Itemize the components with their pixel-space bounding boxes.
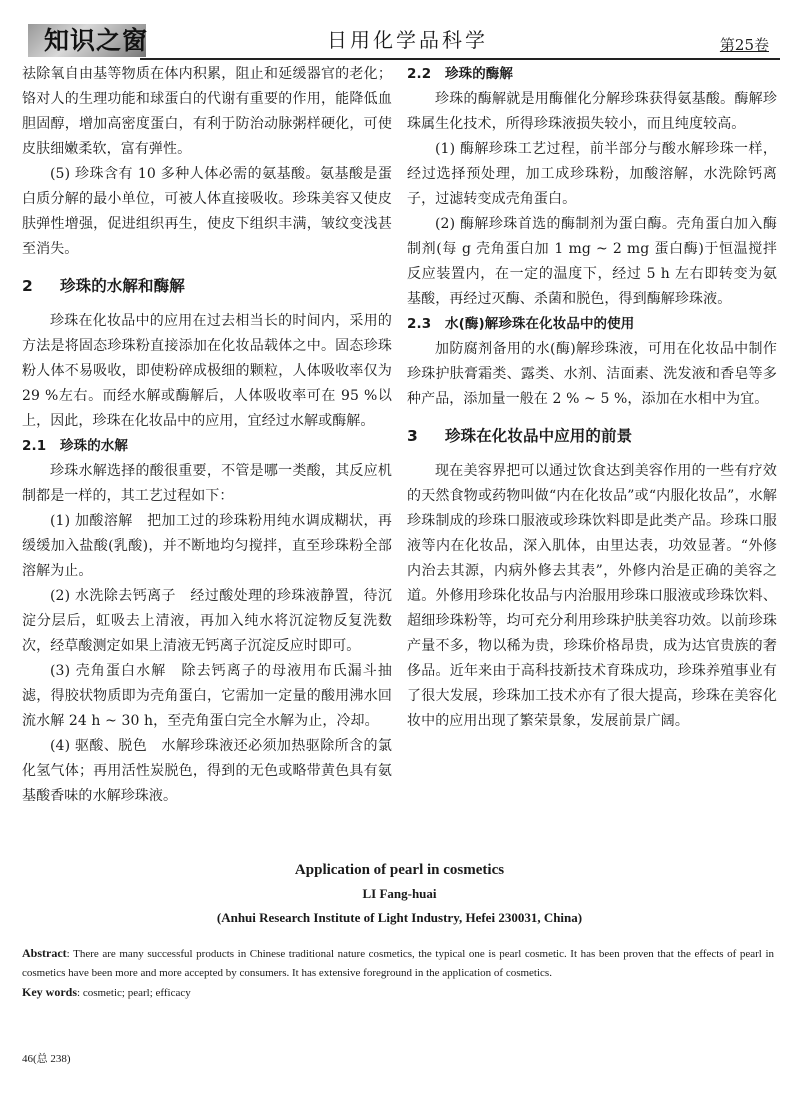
left-column: [22, 62, 392, 809]
paragraph: (1) 加酸溶解 把加工过的珍珠粉用纯水调成糊状，再缓缓加入盐酸(乳酸)，并不断地均匀搅拌，直至珍珠粉全部溶解为止。: [22, 513, 392, 579]
section-title: 珍珠的水解和酶解: [60, 277, 185, 295]
section-badge-label: 知识之窗: [44, 26, 149, 55]
keywords-label: Key words: [22, 985, 77, 999]
paragraph: (5) 珍珠含有 10 多种人体必需的氨基酸。氨基酸是蛋白质分解的最小单位，可被人体直接吸收。珍珠美容又使皮肤弹性增强，促进组织再生，使皮下组织丰满，皱纹变浅甚至消失。: [22, 166, 392, 257]
section-heading: [22, 274, 392, 299]
section-number: 2.2: [407, 66, 432, 82]
right-column: [407, 62, 777, 734]
volume-label: 第25卷: [719, 36, 769, 54]
journal-title: 日用化学品科学: [327, 28, 488, 52]
paragraph: 珍珠水解选择的酸很重要，不管是哪一类酸，其反应机制都是一样的，其工艺过程如下：: [22, 463, 392, 504]
body-columns: [22, 62, 777, 832]
subsection-heading: [407, 62, 777, 87]
paragraph: 珍珠在化妆品中的应用在过去相当长的时间内，采用的方法是将固态珍珠粉直接添加在化妆品载体之中。固态珍珠粉人体不易吸收，即使粉碎成极细的颗粒，人体吸收率仅为 29 %左右。而经水解或酶解后，人体吸收率可在 95 %以上，因此，珍珠在化妆品中的应用，宜经过水解或酶解。: [22, 313, 392, 429]
section-badge: [28, 24, 149, 57]
paragraph: 现在美容界把可以通过饮食达到美容作用的一些有疗效的天然食物或药物叫做“内在化妆品”或“内服化妆品”，水解珍珠制成的珍珠口服液或珍珠饮料即是此类产品。珍珠口服液等内在化妆品，深入肌体，由里达表，功效显著。“外修内治去其源，内病外修去其表”，外修内治是正确的美容之道。外修用珍珠化妆品与内治服用珍珠口服液或珍珠饮料、超细珍珠粉等，均可充分利用珍珠护肤美容功效。以前珍珠产量不多，物以稀为贵，珍珠价格昂贵，成为达官贵族的奢侈品。近年来由于高科技新技术育珠成功，珍珠养殖事业有了很大发展，珍珠加工技术亦有了很大提高，珍珠在美容化妆中的应用出现了繁荣景象，发展前景广阔。: [407, 463, 777, 729]
section-number: 2.1: [22, 438, 47, 454]
paragraph: (2) 酶解珍珠首选的酶制剂为蛋白酶。壳角蛋白加入酶制剂(每 g 壳角蛋白加 1 mg ~ 2 mg 蛋白酶)于恒温搅拌反应装置内，在一定的温度下，经过 5 h 左右即转变为氨基酸，再经过灭酶、杀菌和脱色，得到酶解珍珠液。: [407, 216, 777, 307]
paragraph: (2) 水洗除去钙离子 经过酸处理的珍珠液静置，待沉淀分层后，虹吸去上清液，再加入纯水将沉淀物反复洗数次，经草酸测定如果上清液无钙离子沉淀反应时即可。: [22, 588, 392, 654]
header-rule: [140, 58, 780, 60]
paragraph: (1) 酶解珍珠工艺过程，前半部分与酸水解珍珠一样，经过选择预处理，加工成珍珠粉，加酸溶解，水洗除钙离子，过滤转变成壳角蛋白。: [407, 141, 777, 207]
abstract: Abstract: There are many successful products in Chinese traditional nature cosmetics, the typical one is pearl cosmetic. It has been proven that the effects of pearl in cosmetics have been more and more accepted by consumers. It has extensive foreground in the application of cosmetics.: [22, 946, 775, 979]
paragraph: (3) 壳角蛋白水解 除去钙离子的母液用布氏漏斗抽滤，得胶状物质即为壳角蛋白，它需加一定量的酸用沸水回流水解 24 h ~ 30 h，至壳角蛋白完全水解为止，冷却。: [22, 663, 392, 729]
section-heading: [407, 424, 777, 449]
page-number: 46(总 238): [22, 1053, 71, 1065]
section-title: 水(酶)解珍珠在化妆品中的使用: [445, 316, 635, 332]
keywords: Key words: cosmetic; pearl; efficacy: [22, 985, 191, 999]
section-title: 珍珠的水解: [60, 438, 128, 454]
keywords-text: cosmetic; pearl; efficacy: [82, 987, 191, 999]
section-number: 2.3: [407, 316, 432, 332]
subsection-heading: [22, 434, 392, 459]
paragraph: 加防腐剂备用的水(酶)解珍珠液，可用在化妆品中制作珍珠护肤膏霜类、露类、水剂、洁面素、洗发液和香皂等多种产品，添加量一般在 2 % ~ 5 %，添加在水相中为宜。: [407, 341, 777, 407]
paragraph: 珍珠的酶解就是用酶催化分解珍珠获得氨基酸。酶解珍珠属生化技术，所得珍珠液损失较小，而且纯度较高。: [407, 91, 777, 132]
paragraph: (4) 驱酸、脱色 水解珍珠液还必须加热驱除所含的氯化氢气体；再用活性炭脱色，得到的无色或略带黄色具有氨基酸香味的水解珍珠液。: [22, 738, 392, 804]
abstract-label: Abstract: [22, 946, 67, 960]
english-affiliation: (Anhui Research Institute of Light Industry, Hefei 230031, China): [216, 910, 583, 925]
english-title: Application of pearl in cosmetics: [294, 862, 505, 878]
section-number: 3: [407, 427, 418, 445]
section-number: 2: [22, 277, 33, 295]
abstract-text: There are many successful products in Chinese traditional nature cosmetics, the typical one is pearl cosmetic. It has been proven that the effects of pearl in cosmetics have been more and more accepted by consumers. It has extensive foreground in the application of cosmetics.: [22, 948, 775, 979]
english-author: LI Fang-huai: [362, 886, 437, 901]
section-title: 珍珠在化妆品中应用的前景: [445, 427, 633, 445]
paragraph: 祛除氧自由基等物质在体内积累，阻止和延缓器官的老化；铬对人的生理功能和球蛋白的代谢有重要的作用，能降低血胆固醇，增加高密度蛋白，有利于防治动脉粥样硬化，可使皮肤细嫩柔软，富有弹性。: [22, 66, 392, 157]
section-title: 珍珠的酶解: [445, 66, 513, 82]
page-header: [22, 20, 777, 62]
subsection-heading: [407, 312, 777, 337]
